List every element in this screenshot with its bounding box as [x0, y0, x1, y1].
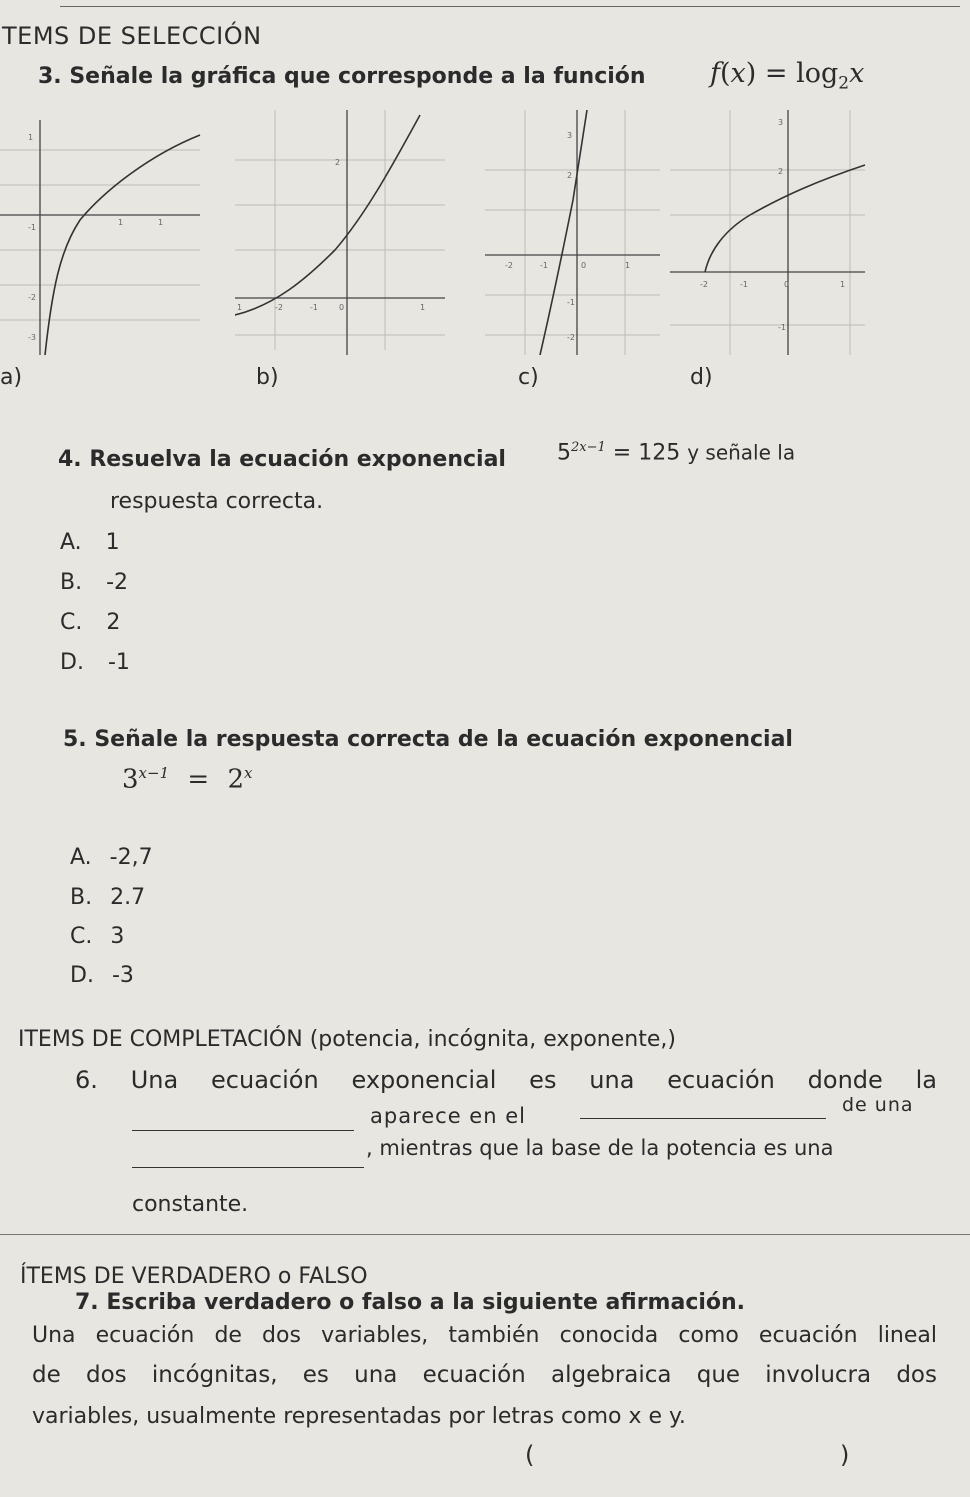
svg-text:-1: -1 — [778, 323, 786, 332]
option-value: 1 — [105, 530, 120, 555]
section-completion-title: ITEMS DE COMPLETACIÓN (potencia, incógnita, exponente,) — [18, 1027, 676, 1052]
question-7-line3: variables, usualmente representadas por letras como x e y. — [32, 1404, 686, 1429]
svg-text:-2: -2 — [700, 280, 708, 289]
equation-rhs-base: 2 — [227, 764, 244, 795]
svg-text:-3: -3 — [28, 333, 36, 342]
svg-text:-1: -1 — [740, 280, 748, 289]
question-6-line1: 6. Una ecuación exponencial es una ecuación donde la — [75, 1066, 937, 1094]
q4-option-c[interactable] — [60, 610, 120, 635]
function-log-base: 2 — [838, 73, 850, 94]
svg-text:2: 2 — [567, 171, 573, 180]
graph-c-label: c) — [518, 365, 539, 390]
q5-option-a[interactable] — [70, 845, 153, 870]
q4-option-b[interactable] — [60, 570, 128, 595]
blank-1[interactable] — [132, 1130, 354, 1131]
option-letter: A. — [60, 530, 82, 555]
option-value: -2 — [106, 570, 129, 595]
svg-text:3: 3 — [567, 131, 573, 140]
svg-text:1: 1 — [118, 218, 124, 227]
section-selection-title: TEMS DE SELECCIÓN — [2, 22, 262, 50]
question-5-text: 5. Señale la respuesta correcta de la ecuación exponencial — [63, 727, 793, 752]
svg-text:1: 1 — [625, 261, 631, 270]
section-divider — [0, 1234, 970, 1235]
question-7-line1: Una ecuación de dos variables, también conocida como ecuación lineal — [32, 1323, 937, 1348]
equation-lhs-base: 3 — [122, 764, 139, 795]
option-letter: D. — [60, 650, 84, 675]
svg-text:-1: -1 — [310, 303, 318, 312]
graph-a-label: a) — [0, 365, 23, 390]
option-letter: B. — [70, 885, 93, 910]
question-6-aparece: aparece en el — [370, 1104, 526, 1128]
svg-text:1: 1 — [420, 303, 426, 312]
option-value: 3 — [110, 924, 125, 949]
svg-text:2: 2 — [335, 158, 341, 167]
svg-text:-2: -2 — [28, 293, 36, 302]
svg-text:-2: -2 — [505, 261, 513, 270]
question-7-line2: de dos incógnitas, es una ecuación algebraica que involucra dos — [32, 1362, 937, 1388]
function-log: log — [796, 58, 839, 89]
section-tf-title: ÍTEMS DE VERDADERO o FALSO — [20, 1264, 368, 1289]
svg-text:0: 0 — [339, 303, 345, 312]
graph-d-label: d) — [690, 365, 713, 390]
option-letter: D. — [70, 963, 94, 988]
question-4-text: 4. Resuelva la ecuación exponencial — [58, 447, 506, 472]
q5-option-d[interactable] — [70, 963, 134, 988]
svg-text:-1: -1 — [567, 298, 575, 307]
svg-text:-2: -2 — [567, 333, 575, 342]
equation-rhs-exponent: x — [244, 764, 253, 782]
svg-text:-2: -2 — [275, 303, 283, 312]
question-6-line4: constante. — [132, 1192, 249, 1217]
function-variable: x — [730, 58, 746, 89]
svg-text:1: 1 — [158, 218, 164, 227]
svg-text:-1: -1 — [540, 261, 548, 270]
q5-option-c[interactable] — [70, 924, 124, 949]
q4-option-a[interactable] — [60, 530, 120, 555]
graph-a[interactable] — [0, 110, 205, 360]
option-value: -2,7 — [109, 845, 153, 870]
question-5-equation — [122, 764, 252, 795]
graph-c[interactable] — [485, 110, 665, 360]
question-4-line1 — [58, 447, 506, 472]
svg-text:1: 1 — [28, 133, 34, 142]
svg-text:1: 1 — [237, 303, 243, 312]
option-letter: B. — [60, 570, 83, 595]
question-4-text-post: y señale la — [687, 440, 796, 465]
answer-box[interactable] — [545, 1445, 830, 1475]
answer-paren-open: ( — [525, 1441, 535, 1469]
equation-lhs-exponent: x−1 — [138, 764, 170, 782]
q5-option-b[interactable] — [70, 885, 145, 910]
option-value: -3 — [111, 963, 134, 988]
option-letter: C. — [60, 610, 83, 635]
question-7-title: 7. Escriba verdadero o falso a la siguiente afirmación. — [75, 1290, 746, 1315]
question-3-text: 3. Señale la gráfica que corresponde a la función — [38, 64, 646, 89]
option-value: 2.7 — [110, 885, 146, 910]
svg-text:2: 2 — [778, 167, 784, 176]
svg-text:0: 0 — [784, 280, 790, 289]
option-value: 2 — [106, 610, 121, 635]
question-6-mientras: , mientras que la base de la potencia es una — [366, 1136, 834, 1160]
blank-2[interactable] — [580, 1118, 826, 1119]
option-letter: C. — [70, 924, 93, 949]
question-3-function: $f(x) = \log_2x$ — [710, 58, 865, 94]
equation-base: 5 — [557, 440, 571, 466]
function-argument: x — [849, 58, 865, 89]
equation-rhs: = 125 — [612, 440, 681, 466]
answer-paren-close: ) — [840, 1441, 850, 1469]
svg-text:-1: -1 — [28, 223, 36, 232]
question-4-line2: respuesta correcta. — [110, 489, 324, 514]
svg-text:0: 0 — [581, 261, 587, 270]
top-divider — [60, 6, 960, 7]
equation-exponent: 2x−1 — [571, 440, 606, 455]
question-6-de-una: de una — [842, 1094, 914, 1116]
svg-text:1: 1 — [840, 280, 846, 289]
graph-b-label: b) — [256, 365, 279, 390]
question-4-equation — [557, 440, 795, 465]
option-value: -1 — [107, 650, 130, 675]
function-name: f — [710, 58, 720, 89]
graph-d[interactable] — [670, 110, 870, 360]
graph-b[interactable] — [235, 110, 450, 360]
svg-text:3: 3 — [778, 118, 784, 127]
q4-option-d[interactable] — [60, 650, 130, 675]
equation-equals: = — [187, 764, 210, 795]
option-letter: A. — [70, 845, 92, 870]
blank-3[interactable] — [132, 1167, 364, 1168]
